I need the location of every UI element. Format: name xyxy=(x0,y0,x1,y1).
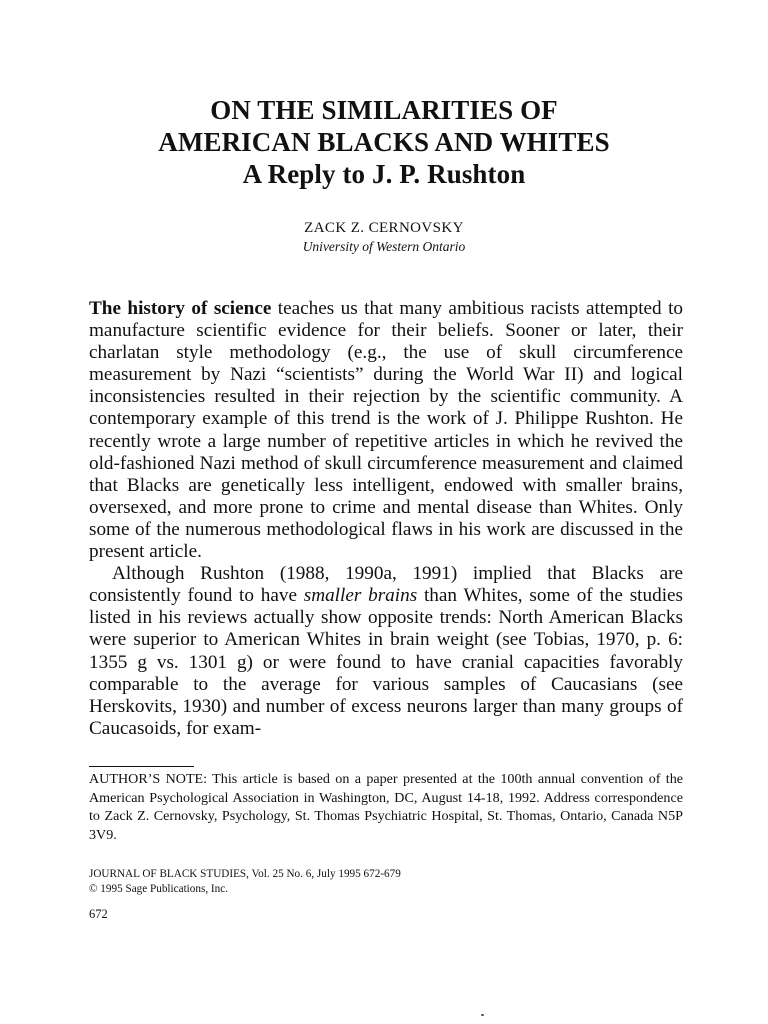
journal-reference: JOURNAL OF BLACK STUDIES, Vol. 25 No. 6, July 1995 672-679 xyxy=(89,868,401,880)
body-paragraph-2 xyxy=(89,563,683,740)
article-title xyxy=(0,94,768,190)
author-name: ZACK Z. CERNOVSKY xyxy=(304,220,464,236)
paragraph-lead-phrase: The history of science xyxy=(89,298,272,319)
page-number: 672 xyxy=(89,907,108,921)
article-body xyxy=(89,298,683,740)
paragraph-2-emphasis: smaller brains xyxy=(303,585,418,607)
paragraph-2-text-end: than Whites, some of the studies listed in his reviews actually show opposite trends: North American Blacks were superior to American Whites in brain weight (see Tobias, 1970, p. 6: 1355 g vs. 1301 g) or were found to have cranial capacities favorably comparable to the average for various samples of Caucasians (see Herskovits, 1930) and number of excess neurons larger than many groups of Caucasoids, for exam- xyxy=(89,585,684,739)
title-line-2: AMERICAN BLACKS AND WHITES xyxy=(158,127,610,157)
copyright-line: © 1995 Sage Publications, Inc. xyxy=(89,883,229,895)
footnote-divider xyxy=(89,766,194,767)
title-subtitle: A Reply to J. P. Rushton xyxy=(242,159,526,189)
paragraph-2-text-start: Although Rushton (1988, 1990a, 1991) implied that Blacks are consistently found to have xyxy=(89,563,683,607)
journal-citation xyxy=(89,867,683,897)
scan-speck xyxy=(481,1014,484,1016)
body-paragraph-1 xyxy=(89,298,683,563)
paragraph-1-text: teaches us that many ambitious racists attempted to manufacture scientific evidence for their beliefs. Sooner or later, their charlatan style methodology (e.g., the use of skull circumference measurement by Nazi “scientists” during the World War II) and logical inconsistencies resulted in their rejection by the scientific community. A contemporary example of this trend is the work of J. Philippe Rushton. He recently wrote a large number of repetitive articles in which he revived the old-fashioned Nazi method of skull circumference measurement and claimed that Blacks are genetically less intelligent, endowed with smaller brains, oversexed, and more prone to crime and mental disease than Whites. Only some of the numerous methodological flaws in his work are discussed in the present article. xyxy=(89,298,683,563)
title-line-1: ON THE SIMILARITIES OF xyxy=(210,95,558,125)
author-affiliation: University of Western Ontario xyxy=(302,239,466,254)
author-note: AUTHOR’S NOTE: This article is based on a paper presented at the 100th annual convention of the American Psychological Association in Washington, DC, August 14-18, 1992. Address correspondence to Zack Z. Cernovsky, Psychology, St. Thomas Psychiatric Hospital, St. Thomas, Ontario, Canada N5P 3V9. xyxy=(89,771,683,843)
